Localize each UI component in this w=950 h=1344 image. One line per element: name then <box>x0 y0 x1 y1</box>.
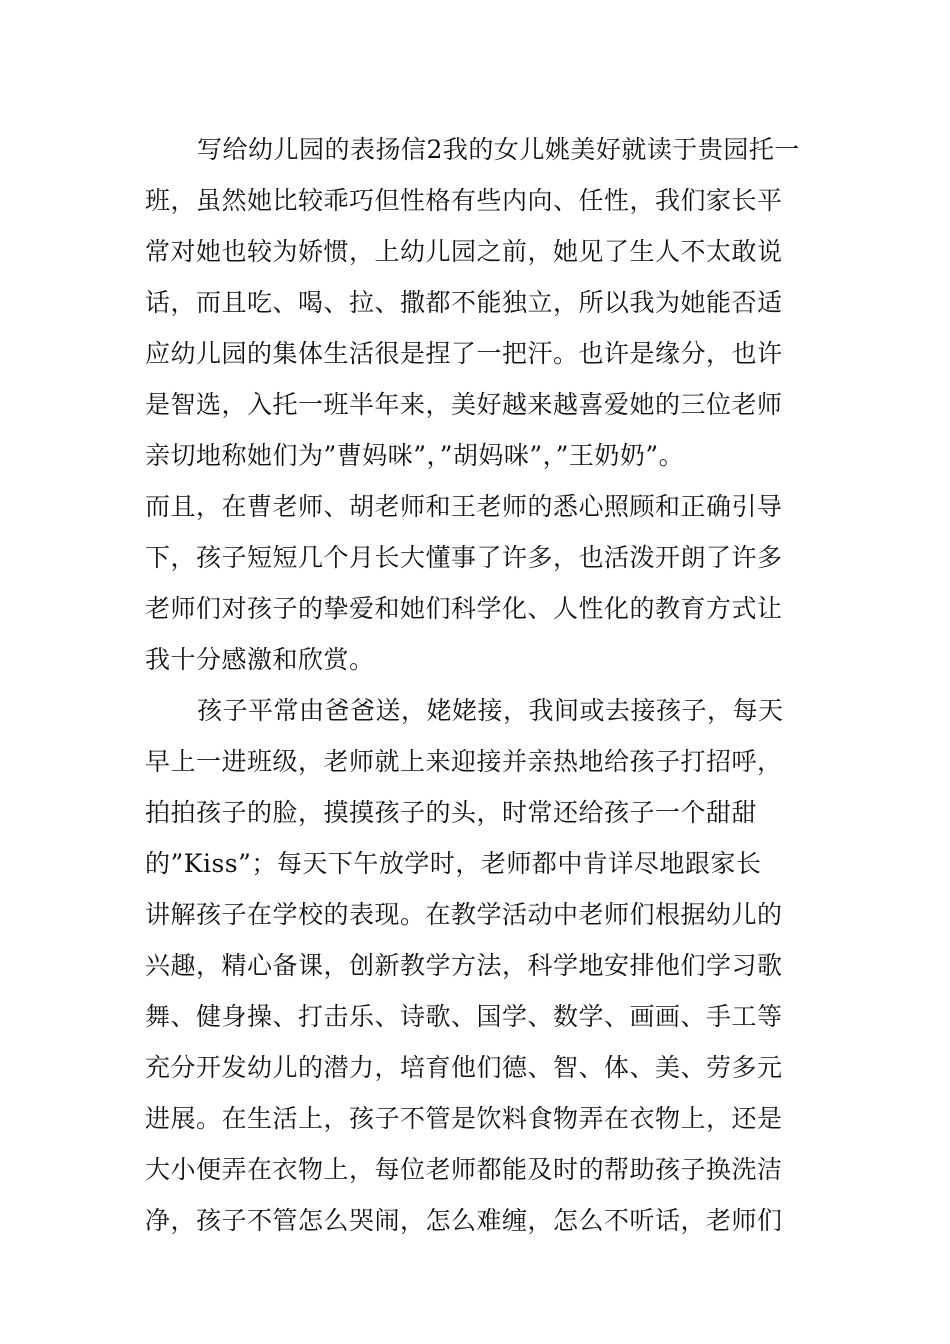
paragraph-line: 写给幼儿园的表扬信2我的女儿姚美好就读于贵园托一 <box>197 135 800 164</box>
paragraph-line: 进展。在生活上，孩子不管是饮料食物弄在衣物上，还是 <box>145 1104 783 1133</box>
paragraph-line: 应幼儿园的集体生活很是捏了一把汗。也许是缘分，也许 <box>145 339 783 368</box>
paragraph-line: 话，而且吃、喝、拉、撒都不能独立，所以我为她能否适 <box>145 288 783 317</box>
paragraph-line: 我十分感激和欣赏。 <box>145 645 375 674</box>
paragraph-line: 亲切地称她们为”曹妈咪”，”胡妈咪”，”王奶奶”。 <box>145 441 685 470</box>
paragraph-line: 的”Kiss”；每天下午放学时，老师都中肯详尽地跟家长 <box>145 849 762 878</box>
paragraph-line: 早上一进班级，老师就上来迎接并亲热地给孩子打招呼， <box>145 747 783 776</box>
paragraph-line: 大小便弄在衣物上，每位老师都能及时的帮助孩子换洗洁 <box>145 1155 783 1184</box>
paragraph-line: 讲解孩子在学校的表现。在教学活动中老师们根据幼儿的 <box>145 900 783 929</box>
paragraph-line: 而且，在曹老师、胡老师和王老师的悉心照顾和正确引导 <box>145 492 783 521</box>
paragraph-line: 舞、健身操、打击乐、诗歌、国学、数学、画画、手工等 <box>145 1002 783 1031</box>
paragraph-line: 孩子平常由爸爸送，姥姥接，我间或去接孩子，每天 <box>197 696 784 725</box>
paragraph-line: 班，虽然她比较乖巧但性格有些内向、任性，我们家长平 <box>145 186 783 215</box>
paragraph-line: 下，孩子短短几个月长大懂事了许多，也活泼开朗了许多 <box>145 543 783 572</box>
paragraph-line: 拍拍孩子的脸，摸摸孩子的头，时常还给孩子一个甜甜 <box>145 798 758 827</box>
paragraph-line: 净，孩子不管怎么哭闹，怎么难缠，怎么不听话，老师们 <box>145 1206 783 1235</box>
paragraph-line: 老师们对孩子的挚爱和她们科学化、人性化的教育方式让 <box>145 594 783 623</box>
paragraph-line: 充分开发幼儿的潜力，培育他们德、智、体、美、劳多元 <box>145 1053 783 1082</box>
paragraph-line: 兴趣，精心备课，创新教学方法，科学地安排他们学习歌 <box>145 951 783 980</box>
letter-body <box>145 124 815 1246</box>
paragraph-line: 常对她也较为娇惯，上幼儿园之前，她见了生人不太敢说 <box>145 237 783 266</box>
paragraph-line: 是智选，入托一班半年来，美好越来越喜爱她的三位老师 <box>145 390 783 419</box>
